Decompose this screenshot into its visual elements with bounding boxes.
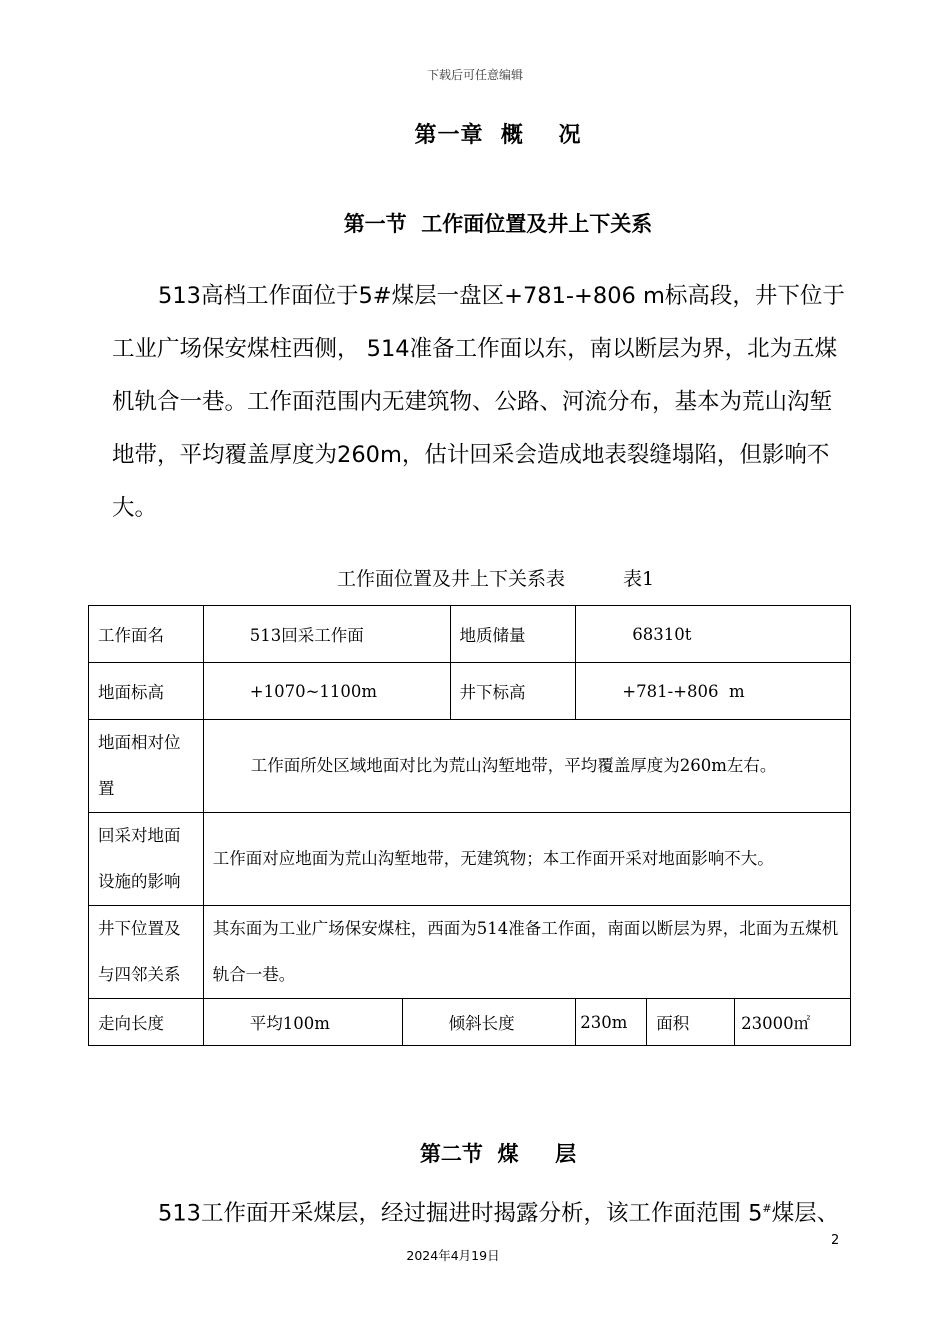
table-cell: 工作面所处区域地面对比为荒山沟堑地带，平均覆盖厚度为260m左右。	[203, 720, 850, 813]
paragraph-2-superscript: #	[762, 1202, 772, 1215]
table-row	[89, 813, 851, 906]
table-cell: 平均100m	[203, 999, 402, 1046]
paragraph-1	[112, 270, 847, 535]
page-number: 2	[831, 1233, 840, 1248]
table-cell: 井下位置及与四邻关系	[89, 906, 204, 999]
table-cell: 井下标高	[450, 663, 576, 720]
table-row	[89, 606, 851, 663]
table-row	[89, 906, 851, 999]
section-title-1: 第一节 工作面位置及井上下关系	[343, 212, 653, 236]
table-cell: 地质储量	[450, 606, 576, 663]
relation-table	[88, 605, 851, 1046]
table-row	[89, 663, 851, 720]
table-cell: 走向长度	[89, 999, 204, 1046]
table-cell: 工作面名	[89, 606, 204, 663]
paragraph-2-tail: 煤层、	[771, 1200, 840, 1227]
table-cell: 地面相对位 置	[89, 720, 204, 813]
table-cell: 倾斜长度	[402, 999, 576, 1046]
table-cell: 68310t	[576, 606, 851, 663]
table-cell: 面积	[647, 999, 735, 1046]
table-cell: 工作面对应地面为荒山沟堑地带，无建筑物；本工作面开采对地面影响不大。	[203, 813, 850, 906]
table-cell: 23000㎡	[735, 999, 851, 1046]
table-cell: +1070~1100m	[203, 663, 450, 720]
footer-date: 2024年4月19日	[406, 1248, 500, 1263]
paragraph-2	[112, 1182, 847, 1241]
chapter-title: 第一章 概 况	[414, 123, 582, 148]
table-cell: +781-+806 m	[576, 663, 851, 720]
table-cell: 地面标高	[89, 663, 204, 720]
paragraph-2-text: 513工作面开采煤层，经过掘进时揭露分析，该工作面范围 5	[158, 1200, 763, 1227]
paragraph-1-text: 513高档工作面位于5#煤层一盘区+781-+806 m标高段，井下位于工业广场保安煤柱西侧， 514准备工作面以东，南以断层为界，北为五煤机轨合一巷。工作面范围内无建筑物、公路、河流分布，基本为荒山沟堑地带，平均覆盖厚度为260m，估计回采会造成地表裂缝塌陷，但影响不大。	[112, 283, 845, 521]
table-cell: 其东面为工业广场保安煤柱，西面为514准备工作面，南面以断层为界，北面为五煤机轨合一巷。	[203, 906, 850, 999]
table-row	[89, 999, 851, 1046]
table-cell: 513回采工作面	[203, 606, 450, 663]
table-caption-number: 表1	[623, 568, 655, 590]
section-title-2: 第二节 煤 层	[419, 1142, 577, 1166]
table-caption-title: 工作面位置及井上下关系表	[337, 568, 566, 590]
table-cell: 230m	[576, 999, 647, 1046]
page-header: 下载后可任意编辑	[426, 68, 523, 82]
table-row	[89, 720, 851, 813]
table-caption	[337, 564, 654, 591]
table-cell: 回采对地面设施的影响	[89, 813, 204, 906]
